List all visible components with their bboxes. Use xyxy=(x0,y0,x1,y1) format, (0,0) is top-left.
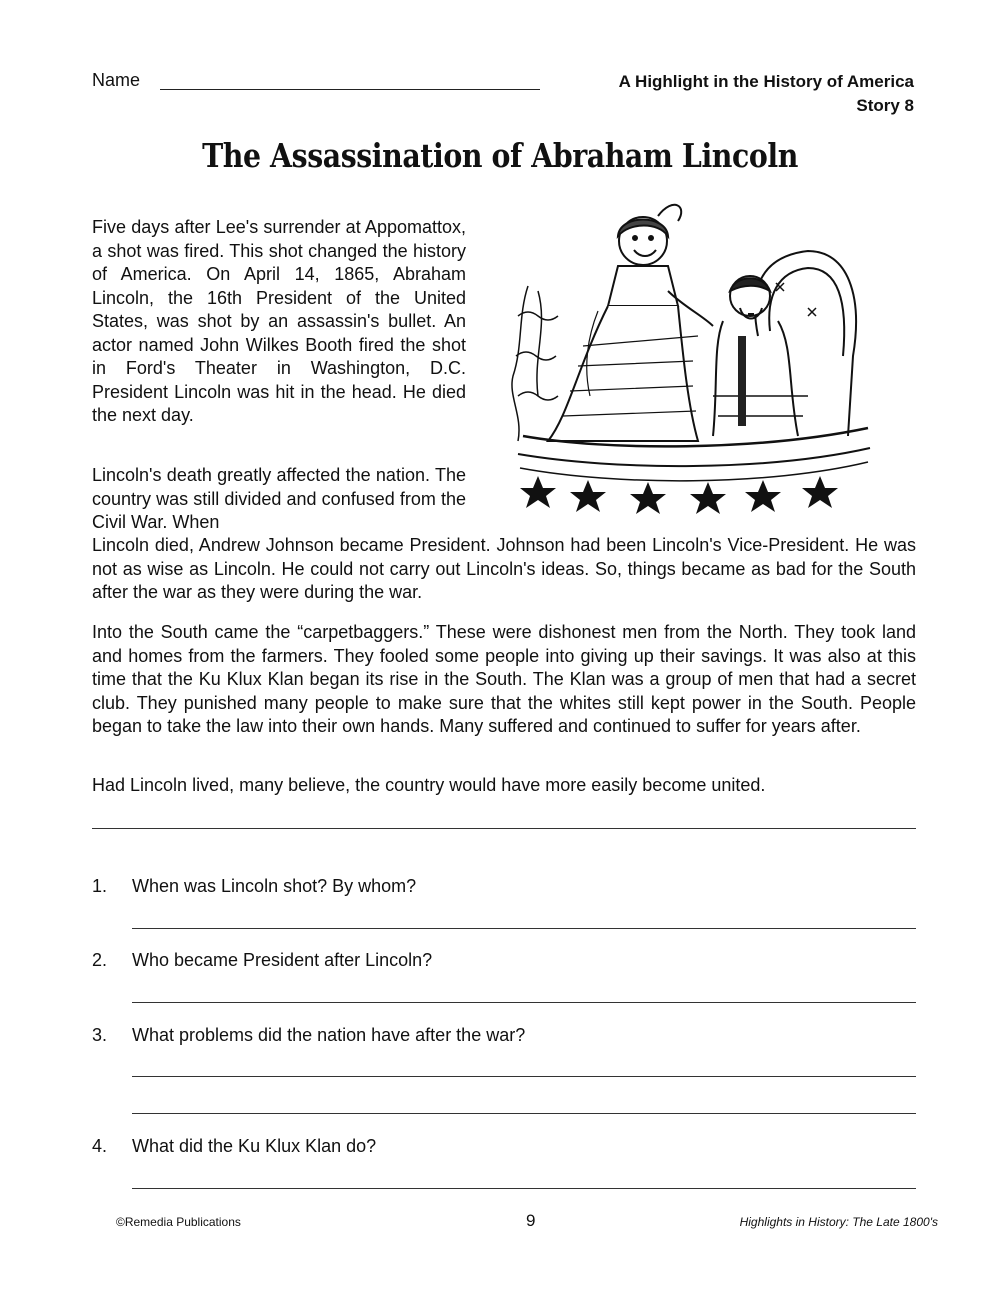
paragraph-2-start: Lincoln's death greatly affected the nation. The country was still divided and confused from the Civil War. When xyxy=(92,465,466,532)
question-4 xyxy=(92,1136,376,1157)
page-title: The Assassination of Abraham Lincoln xyxy=(202,136,798,175)
series-title: A Highlight in the History of America xyxy=(618,72,914,91)
story-label: Story 8 xyxy=(856,96,914,115)
paragraph-2-end: Lincoln died, Andrew Johnson became President. Johnson had been Lincoln's Vice-President. He was not as wise as Lincoln. He could not carry out Lincoln's ideas. So, things became as bad for the South after the war as they were during the war. xyxy=(92,535,916,602)
book-title: Highlights in History: The Late 1800's xyxy=(739,1215,938,1229)
name-write-line[interactable] xyxy=(160,89,540,90)
paragraph-3: Into the South came the “carpetbaggers.” These were dishonest men from the North. They took land and homes from the farmers. They fooled some people into giving up their savings. It was also at this time that the Ku Klux Klan began its rise in the South. The Klan was a group of men that had a secret club. They punished many people to make sure that the whites still kept power in the South. People began to take the law into their own hands. Many suffered and continued to suffer for years after. xyxy=(92,622,916,736)
story-header xyxy=(619,70,914,118)
question-number: 1. xyxy=(92,876,108,896)
question-1 xyxy=(92,876,416,897)
question-3 xyxy=(92,1025,525,1046)
publisher-credit: ©Remedia Publications xyxy=(116,1215,241,1229)
page-number: 9 xyxy=(526,1211,536,1230)
answer-line-q3a[interactable] xyxy=(132,1076,916,1077)
question-text: What problems did the nation have after the war? xyxy=(132,1025,526,1045)
question-text: What did the Ku Klux Klan do? xyxy=(132,1136,377,1156)
paragraph-1: Five days after Lee's surrender at Appomattox, a shot was fired. This shot changed the history of America. On April 14, 1865, Abraham Lincoln, the 16th President of the United States, was shot by an assassin's bullet. An actor named John Wilkes Booth fired the shot in Ford's Theater in Washington, D.C. President Lincoln was hit in the head. He died the next day. xyxy=(92,217,466,425)
question-text: When was Lincoln shot? By whom? xyxy=(132,876,417,896)
question-number: 3. xyxy=(92,1025,108,1045)
question-text: Who became President after Lincoln? xyxy=(132,950,433,970)
question-2 xyxy=(92,950,432,971)
lincoln-theater-illustration xyxy=(508,196,880,526)
answer-line-top[interactable] xyxy=(92,828,916,829)
name-row xyxy=(92,70,542,94)
answer-line-q1[interactable] xyxy=(132,928,916,929)
name-label: Name xyxy=(92,70,141,90)
answer-line-q3b[interactable] xyxy=(132,1113,916,1114)
answer-line-q4[interactable] xyxy=(132,1188,916,1189)
answer-line-q2[interactable] xyxy=(132,1002,916,1003)
paragraph-4: Had Lincoln lived, many believe, the country would have more easily become united. xyxy=(92,775,766,795)
question-number: 4. xyxy=(92,1136,108,1156)
question-number: 2. xyxy=(92,950,108,970)
